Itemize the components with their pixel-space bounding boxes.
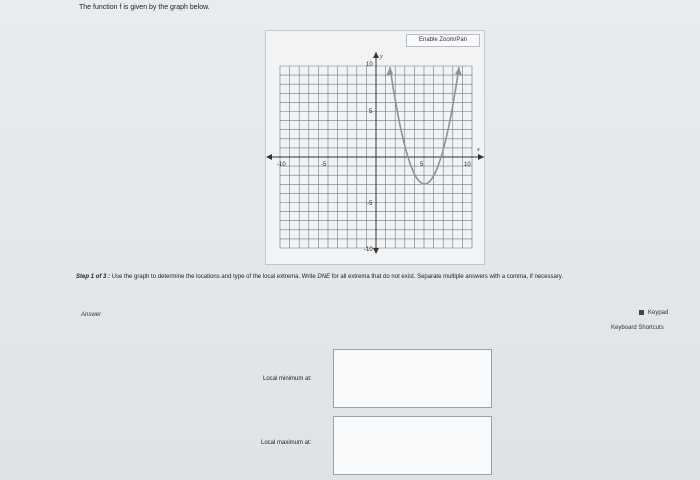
local-minimum-label: Local minimum at: [263, 376, 312, 382]
y-tick-neg10: -10 [364, 247, 373, 253]
keypad-button[interactable] [639, 310, 668, 316]
step-label: Step 1 of 3 : [76, 274, 111, 280]
y-axis-label: y [380, 54, 383, 60]
x-axis-label: x [477, 147, 480, 153]
y-tick-5: 5 [369, 109, 373, 115]
step-instructions [76, 272, 676, 282]
enable-zoom-pan-button[interactable]: Enable Zoom/Pan [406, 34, 480, 47]
curve-arrow-right [455, 67, 462, 76]
step-text-after: for all extrema that do not exist. Separate multiple answers with a comma, if necessary. [330, 274, 564, 280]
local-maximum-label: Local maximum at: [261, 440, 312, 446]
keypad-label: Keypad [648, 310, 669, 316]
x-tick-neg5: -5 [321, 162, 327, 168]
keypad-icon [639, 310, 644, 315]
x-tick-5: 5 [420, 162, 424, 168]
y-tick-10: 10 [366, 62, 373, 68]
local-minimum-input[interactable] [333, 349, 492, 408]
function-graph[interactable] [262, 52, 488, 262]
curve-arrow-left [386, 67, 393, 76]
x-tick-neg10: -10 [277, 162, 286, 168]
function-curve [390, 67, 459, 184]
x-tick-10: 10 [464, 162, 471, 168]
graph-axes [266, 52, 484, 254]
keyboard-shortcuts-link[interactable]: Keyboard Shortcuts [611, 325, 664, 331]
answer-label: Answer [81, 312, 102, 318]
step-text-before: Use the graph to determine the locations and type of the local extrema. Write [110, 274, 318, 280]
problem-prompt: The function f is given by the graph below. [79, 4, 210, 11]
dne-text: DNE [317, 274, 331, 280]
y-tick-neg5: -5 [367, 201, 373, 207]
local-maximum-input[interactable] [333, 416, 492, 475]
